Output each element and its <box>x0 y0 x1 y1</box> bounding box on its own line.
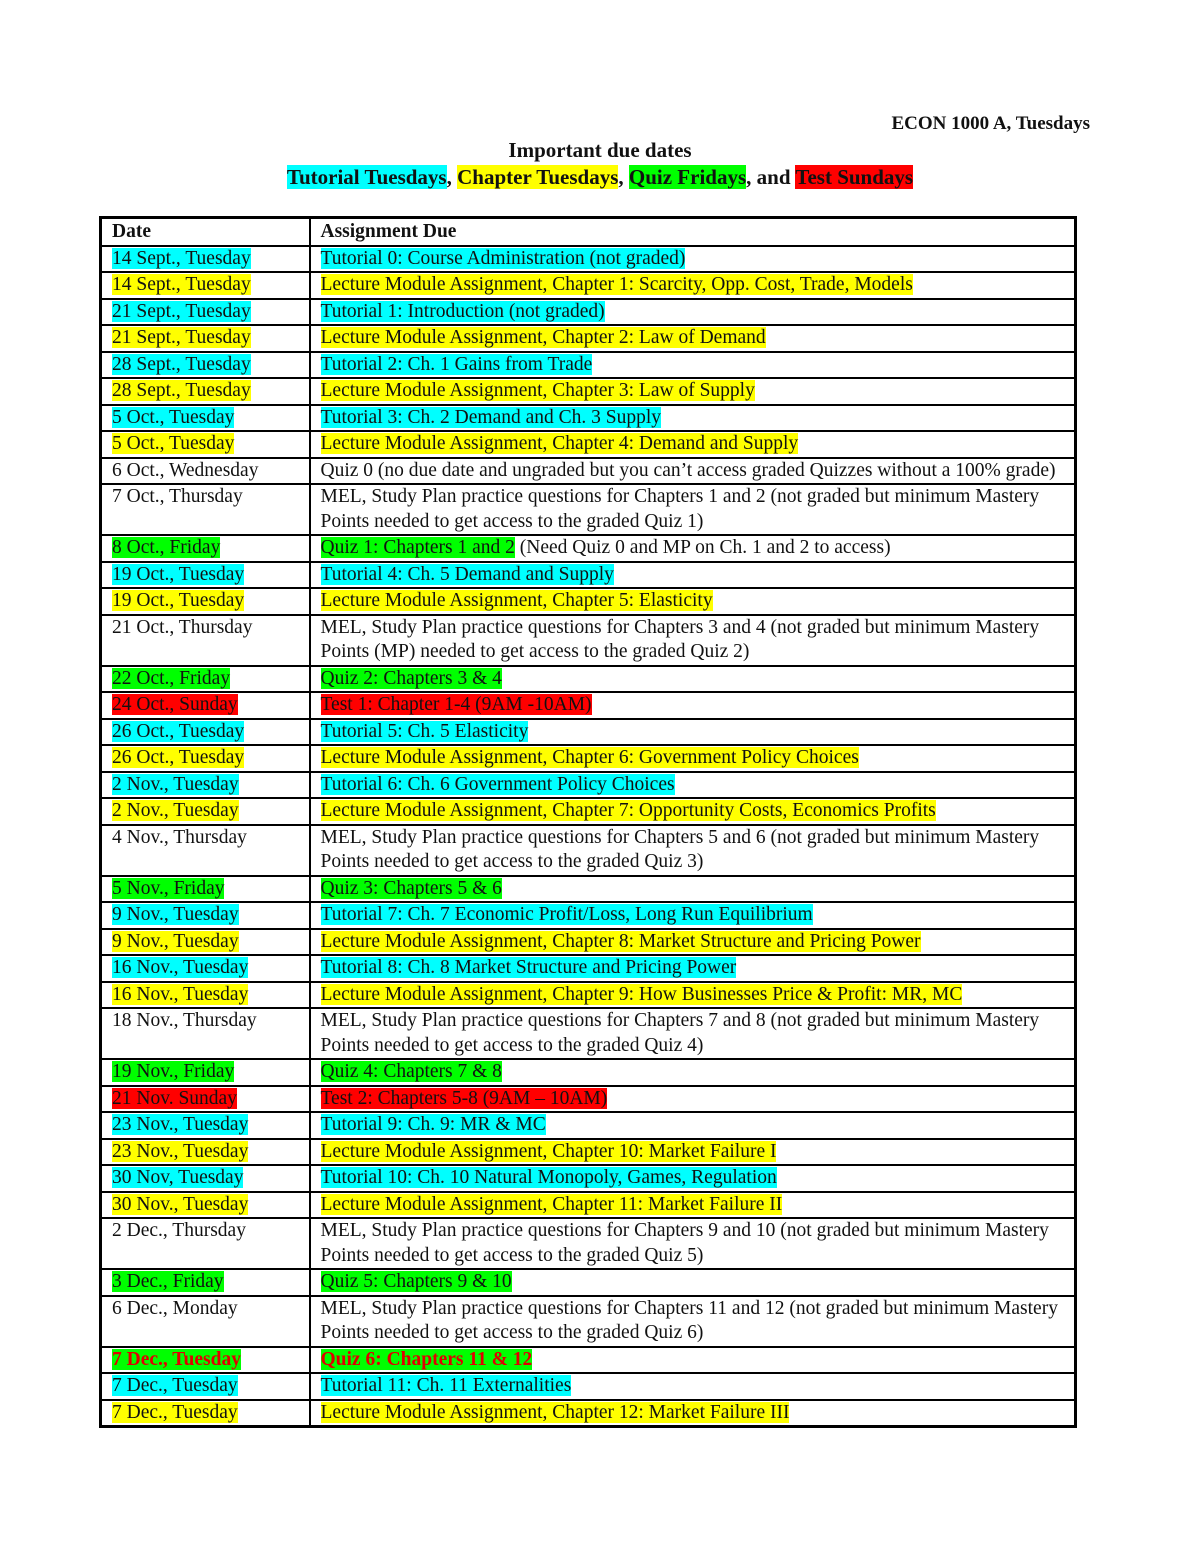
date-text: 3 Dec., Friday <box>112 1271 224 1292</box>
assignment-text: Lecture Module Assignment, Chapter 12: Market Failure III <box>320 1401 790 1423</box>
assignment-cell <box>310 1296 1076 1347</box>
assignment-cell <box>310 431 1076 458</box>
assignment-cell <box>310 982 1076 1009</box>
assignment-cell <box>310 562 1076 589</box>
table-row <box>101 562 1076 589</box>
assignment-cell <box>310 615 1076 666</box>
date-cell <box>101 484 310 535</box>
assignment-cell <box>310 405 1076 432</box>
date-text: 16 Nov., Tuesday <box>112 957 249 978</box>
table-row <box>101 1269 1076 1296</box>
assignment-cell <box>310 299 1076 326</box>
date-cell <box>101 588 310 615</box>
table-row <box>101 1400 1076 1427</box>
assignment-cell <box>310 1192 1076 1219</box>
assignment-text: Tutorial 5: Ch. 5 Elasticity <box>320 720 529 742</box>
assignment-text: Tutorial 11: Ch. 11 Externalities <box>320 1375 572 1396</box>
legend <box>0 164 1200 190</box>
table-row <box>101 1373 1076 1400</box>
date-text: 6 Oct., Wednesday <box>112 459 259 481</box>
date-cell <box>101 1218 310 1269</box>
course-label: ECON 1000 A, Tuesdays <box>891 113 1090 134</box>
assignment-text: Quiz 6: Chapters 11 & 12 <box>320 1348 533 1370</box>
date-text: 21 Sept., Tuesday <box>112 300 251 322</box>
assignment-text: Lecture Module Assignment, Chapter 5: Elasticity <box>320 590 713 611</box>
assignment-text: Lecture Module Assignment, Chapter 1: Scarcity, Opp. Cost, Trade, Models <box>320 274 913 295</box>
table-row <box>101 405 1076 432</box>
assignment-cell <box>310 272 1076 299</box>
table-row <box>101 825 1076 876</box>
date-text: 19 Nov., Friday <box>112 1061 235 1082</box>
table-row <box>101 484 1076 535</box>
page-title: Important due dates <box>508 138 692 162</box>
date-text: 19 Oct., Tuesday <box>112 590 245 611</box>
table-row <box>101 1192 1076 1219</box>
table-row <box>101 876 1076 903</box>
date-cell <box>101 982 310 1009</box>
date-cell <box>101 929 310 956</box>
date-text: 14 Sept., Tuesday <box>112 274 251 295</box>
assignment-cell <box>310 745 1076 772</box>
assignment-cell <box>310 325 1076 352</box>
table-row <box>101 325 1076 352</box>
column-header-assignment: Assignment Due <box>310 218 1076 246</box>
date-cell <box>101 1296 310 1347</box>
date-cell <box>101 431 310 458</box>
date-text: 19 Oct., Tuesday <box>112 563 245 585</box>
assignment-text: Quiz 3: Chapters 5 & 6 <box>320 877 502 899</box>
date-text: 7 Dec., Tuesday <box>112 1375 238 1396</box>
due-dates-table <box>99 216 1077 1428</box>
assignment-text: MEL, Study Plan practice questions for Chapters 9 and 10 (not graded but minimum Mastery Points needed to get access to the graded Quiz 5) <box>320 1220 1049 1266</box>
assignment-cell <box>310 1373 1076 1400</box>
table-row <box>101 1296 1076 1347</box>
assignment-text: Lecture Module Assignment, Chapter 11: Market Failure II <box>320 1193 783 1215</box>
date-cell <box>101 1165 310 1192</box>
date-cell <box>101 1347 310 1374</box>
assignment-text: Tutorial 6: Ch. 6 Government Policy Choices <box>320 773 675 795</box>
date-cell <box>101 825 310 876</box>
date-text: 23 Nov., Tuesday <box>112 1140 249 1162</box>
date-text: 30 Nov, Tuesday <box>112 1167 244 1188</box>
table-row <box>101 1165 1076 1192</box>
date-text: 22 Oct., Friday <box>112 667 231 689</box>
assignment-cell <box>310 1008 1076 1059</box>
date-text: 21 Oct., Thursday <box>112 616 253 638</box>
table-body <box>101 246 1076 1427</box>
date-cell <box>101 615 310 666</box>
assignment-cell <box>310 1400 1076 1427</box>
date-text: 7 Dec., Tuesday <box>112 1401 238 1423</box>
assignment-cell <box>310 798 1076 825</box>
assignment-cell <box>310 1112 1076 1139</box>
assignment-cell <box>310 1165 1076 1192</box>
date-text: 30 Nov., Tuesday <box>112 1193 249 1215</box>
table-row <box>101 1059 1076 1086</box>
assignment-cell <box>310 1269 1076 1296</box>
legend-separator: , and <box>746 165 796 189</box>
date-cell <box>101 299 310 326</box>
table-row <box>101 535 1076 562</box>
date-cell <box>101 1139 310 1166</box>
assignment-cell <box>310 902 1076 929</box>
table-row <box>101 1218 1076 1269</box>
assignment-cell <box>310 666 1076 693</box>
date-cell <box>101 876 310 903</box>
date-cell <box>101 325 310 352</box>
date-text: 26 Oct., Tuesday <box>112 720 245 742</box>
table-row <box>101 1347 1076 1374</box>
assignment-text: Tutorial 3: Ch. 2 Demand and Ch. 3 Supply <box>320 406 662 428</box>
date-text: 24 Oct., Sunday <box>112 694 238 715</box>
date-text: 26 Oct., Tuesday <box>112 747 245 768</box>
legend-separator: , <box>446 165 458 189</box>
date-cell <box>101 1086 310 1113</box>
assignment-text: MEL, Study Plan practice questions for Chapters 7 and 8 (not graded but minimum Mastery Points needed to get access to the graded Quiz 4) <box>320 1010 1040 1056</box>
date-cell <box>101 955 310 982</box>
date-cell <box>101 719 310 746</box>
assignment-text: Lecture Module Assignment, Chapter 10: Market Failure I <box>320 1140 777 1162</box>
date-text: 9 Nov., Tuesday <box>112 930 239 952</box>
assignment-cell <box>310 458 1076 485</box>
date-text: 4 Nov., Thursday <box>112 826 247 848</box>
table-row <box>101 352 1076 379</box>
date-cell <box>101 352 310 379</box>
assignment-text: Quiz 0 (no due date and ungraded but you can’t access graded Quizzes without a 100% grade) <box>320 459 1056 481</box>
date-text: 2 Dec., Thursday <box>112 1220 246 1241</box>
assignment-cell <box>310 535 1076 562</box>
assignment-cell <box>310 955 1076 982</box>
table-row <box>101 772 1076 799</box>
assignment-text: Quiz 2: Chapters 3 & 4 <box>320 667 502 689</box>
table-row <box>101 615 1076 666</box>
date-text: 9 Nov., Tuesday <box>112 904 239 925</box>
date-cell <box>101 1059 310 1086</box>
table-row <box>101 1112 1076 1139</box>
assignment-cell <box>310 1218 1076 1269</box>
assignment-text: MEL, Study Plan practice questions for Chapters 5 and 6 (not graded but minimum Mastery Points needed to get access to the graded Quiz 3) <box>320 826 1040 872</box>
assignment-cell <box>310 588 1076 615</box>
date-text: 5 Oct., Tuesday <box>112 433 235 454</box>
date-text: 21 Sept., Tuesday <box>112 327 251 348</box>
date-cell <box>101 272 310 299</box>
assignment-cell <box>310 1139 1076 1166</box>
table-row <box>101 1139 1076 1166</box>
assignment-text: Test 1: Chapter 1-4 (9AM -10AM) <box>320 694 592 715</box>
date-cell <box>101 1400 310 1427</box>
assignment-text: Tutorial 9: Ch. 9: MR & MC <box>320 1114 546 1135</box>
assignment-text: Lecture Module Assignment, Chapter 3: Law of Supply <box>320 380 755 401</box>
date-cell <box>101 1112 310 1139</box>
date-text: 28 Sept., Tuesday <box>112 353 251 375</box>
assignment-text: Tutorial 10: Ch. 10 Natural Monopoly, Games, Regulation <box>320 1167 777 1188</box>
date-text: 14 Sept., Tuesday <box>112 247 251 269</box>
assignment-text: Lecture Module Assignment, Chapter 8: Market Structure and Pricing Power <box>320 930 921 952</box>
date-cell <box>101 246 310 273</box>
date-text: 2 Nov., Tuesday <box>112 773 239 795</box>
date-cell <box>101 562 310 589</box>
table-row <box>101 1086 1076 1113</box>
assignment-cell <box>310 692 1076 719</box>
assignment-text: Quiz 1: Chapters 1 and 2 <box>320 537 515 558</box>
date-cell <box>101 798 310 825</box>
assignment-cell <box>310 876 1076 903</box>
assignment-text: Tutorial 8: Ch. 8 Market Structure and Pricing Power <box>320 957 737 978</box>
assignment-text: Tutorial 7: Ch. 7 Economic Profit/Loss, Long Run Equilibrium <box>320 904 813 925</box>
date-cell <box>101 1269 310 1296</box>
date-cell <box>101 458 310 485</box>
table-row <box>101 272 1076 299</box>
table-row <box>101 745 1076 772</box>
table-row <box>101 719 1076 746</box>
assignment-text: Lecture Module Assignment, Chapter 4: Demand and Supply <box>320 433 799 454</box>
date-cell <box>101 745 310 772</box>
assignment-text: Tutorial 2: Ch. 1 Gains from Trade <box>320 353 593 375</box>
assignment-cell <box>310 484 1076 535</box>
assignment-cell <box>310 825 1076 876</box>
assignment-text: Quiz 4: Chapters 7 & 8 <box>320 1061 502 1082</box>
table-row <box>101 902 1076 929</box>
date-cell <box>101 666 310 693</box>
legend-test: Test Sundays <box>795 165 914 189</box>
assignment-cell <box>310 246 1076 273</box>
assignment-cell <box>310 352 1076 379</box>
assignment-cell <box>310 1347 1076 1374</box>
table-row <box>101 299 1076 326</box>
table-row <box>101 929 1076 956</box>
table-row <box>101 955 1076 982</box>
table-row <box>101 458 1076 485</box>
date-text: 18 Nov., Thursday <box>112 1010 257 1031</box>
assignment-cell <box>310 929 1076 956</box>
table-row <box>101 246 1076 273</box>
date-text: 2 Nov., Tuesday <box>112 800 239 821</box>
assignment-note: (Need Quiz 0 and MP on Ch. 1 and 2 to access) <box>514 537 891 558</box>
assignment-text: Lecture Module Assignment, Chapter 9: How Businesses Price & Profit: MR, MC <box>320 983 963 1005</box>
table-row <box>101 378 1076 405</box>
assignment-cell <box>310 1059 1076 1086</box>
assignment-text: Test 2: Chapters 5-8 (9AM – 10AM) <box>320 1087 608 1109</box>
date-text: 7 Oct., Thursday <box>112 486 243 507</box>
date-cell <box>101 1192 310 1219</box>
table-row <box>101 982 1076 1009</box>
date-cell <box>101 692 310 719</box>
assignment-text: Lecture Module Assignment, Chapter 6: Government Policy Choices <box>320 747 859 768</box>
assignment-text: MEL, Study Plan practice questions for Chapters 1 and 2 (not graded but minimum Mastery Points needed to get access to the graded Quiz 1) <box>320 486 1040 532</box>
date-cell <box>101 535 310 562</box>
table-row <box>101 1008 1076 1059</box>
table-row <box>101 431 1076 458</box>
column-header-date: Date <box>101 218 310 246</box>
assignment-text: Tutorial 1: Introduction (not graded) <box>320 300 605 322</box>
assignment-text: Lecture Module Assignment, Chapter 7: Opportunity Costs, Economics Profits <box>320 800 936 821</box>
table-row <box>101 798 1076 825</box>
date-text: 21 Nov. Sunday <box>112 1087 237 1109</box>
date-text: 23 Nov., Tuesday <box>112 1114 249 1135</box>
date-cell <box>101 378 310 405</box>
date-cell <box>101 1008 310 1059</box>
date-text: 5 Oct., Tuesday <box>112 406 235 428</box>
table-row <box>101 666 1076 693</box>
date-text: 16 Nov., Tuesday <box>112 983 249 1005</box>
date-cell <box>101 1373 310 1400</box>
date-text: 8 Oct., Friday <box>112 537 221 558</box>
assignment-text: Tutorial 4: Ch. 5 Demand and Supply <box>320 563 614 585</box>
assignment-cell <box>310 772 1076 799</box>
date-text: 28 Sept., Tuesday <box>112 380 251 401</box>
assignment-text: Lecture Module Assignment, Chapter 2: Law of Demand <box>320 327 766 348</box>
assignment-cell <box>310 1086 1076 1113</box>
date-cell <box>101 902 310 929</box>
assignment-text: Tutorial 0: Course Administration (not graded) <box>320 247 686 269</box>
date-cell <box>101 772 310 799</box>
legend-chapter: Chapter Tuesdays <box>457 165 619 189</box>
date-text: 5 Nov., Friday <box>112 877 225 899</box>
assignment-text: MEL, Study Plan practice questions for Chapters 11 and 12 (not graded but minimum Mastery Points needed to get access to the graded Quiz 6) <box>320 1297 1058 1343</box>
legend-separator: , <box>618 165 629 189</box>
date-text: 7 Dec., Tuesday <box>112 1348 241 1370</box>
legend-quiz: Quiz Fridays <box>628 165 747 189</box>
date-cell <box>101 405 310 432</box>
table-row <box>101 692 1076 719</box>
assignment-cell <box>310 719 1076 746</box>
table-header-row <box>101 218 1076 246</box>
assignment-text: MEL, Study Plan practice questions for Chapters 3 and 4 (not graded but minimum Mastery Points (MP) needed to get access to the graded Quiz 2) <box>320 616 1040 662</box>
table-row <box>101 588 1076 615</box>
assignment-text: Quiz 5: Chapters 9 & 10 <box>320 1271 512 1292</box>
assignment-cell <box>310 378 1076 405</box>
date-text: 6 Dec., Monday <box>112 1297 238 1319</box>
legend-tutorial: Tutorial Tuesdays <box>286 165 447 189</box>
